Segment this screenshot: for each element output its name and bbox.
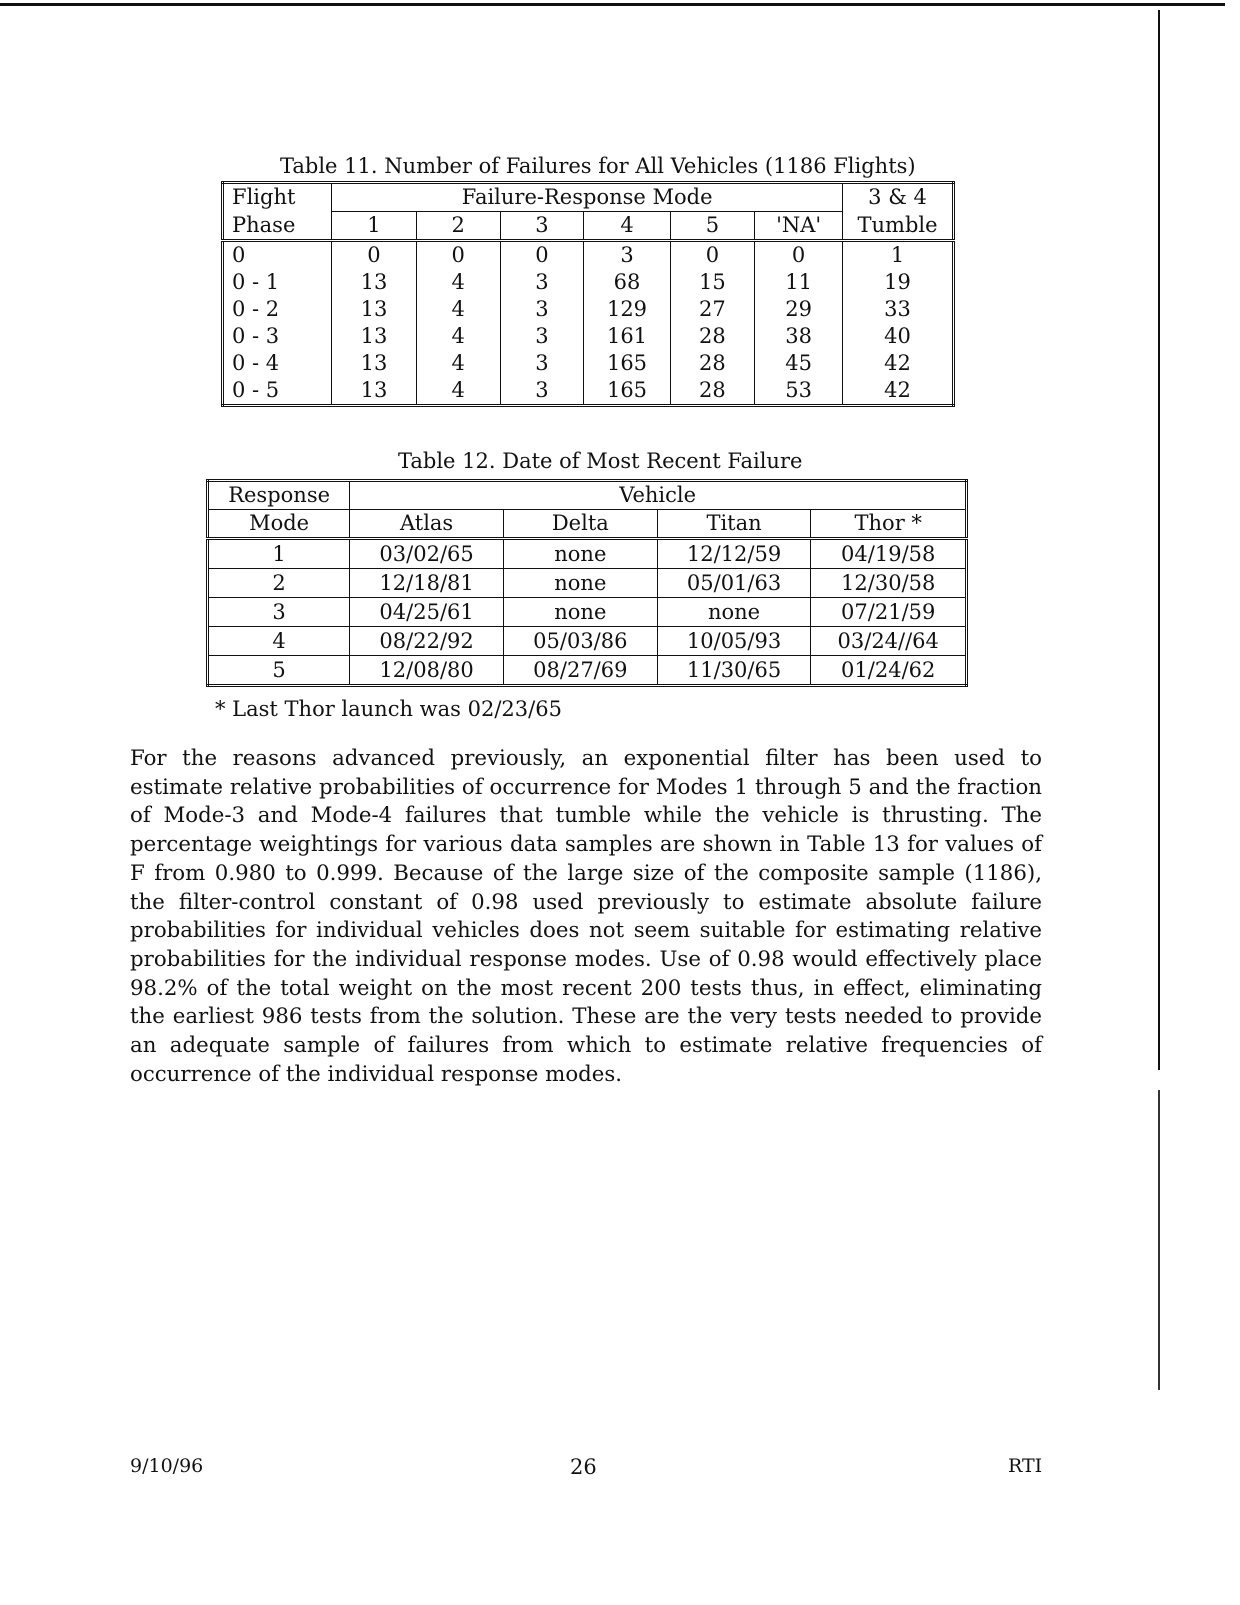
flight-phase-cell: 0 - 2 bbox=[223, 296, 332, 323]
failure-date-cell: 12/18/81 bbox=[350, 569, 504, 598]
failure-date-cell: none bbox=[503, 539, 657, 569]
failure-date-cell: 10/05/93 bbox=[657, 627, 811, 656]
flight-phase-header-top: Flight bbox=[223, 183, 332, 212]
table-row bbox=[223, 241, 954, 270]
failure-count-cell: 3 bbox=[500, 269, 584, 296]
failure-date-cell: 03/02/65 bbox=[350, 539, 504, 569]
right-margin-rule bbox=[1158, 10, 1160, 1070]
vehicle-header: Vehicle bbox=[350, 481, 967, 510]
right-margin-rule-lower bbox=[1158, 1090, 1160, 1390]
failure-count-cell: 0 bbox=[416, 241, 500, 270]
table-row bbox=[208, 656, 967, 686]
table-11 bbox=[221, 181, 955, 407]
tumble-cell: 1 bbox=[843, 241, 954, 270]
failure-count-cell: 0 bbox=[332, 241, 417, 270]
failure-count-cell: 3 bbox=[500, 350, 584, 377]
failure-count-cell: 4 bbox=[416, 377, 500, 406]
response-mode-header-top: Response bbox=[208, 481, 350, 510]
tumble-header-top: 3 & 4 bbox=[843, 183, 954, 212]
table-12 bbox=[206, 479, 968, 687]
failure-count-cell: 0 bbox=[755, 241, 843, 270]
flight-phase-cell: 0 - 1 bbox=[223, 269, 332, 296]
table-row bbox=[223, 296, 954, 323]
table-row bbox=[208, 569, 967, 598]
footer-date: 9/10/96 bbox=[130, 1455, 204, 1477]
failure-count-cell: 13 bbox=[332, 323, 417, 350]
response-mode-cell: 3 bbox=[208, 598, 350, 627]
failure-count-cell: 3 bbox=[500, 377, 584, 406]
failure-count-cell: 4 bbox=[416, 323, 500, 350]
body-paragraph: For the reasons advanced previously, an exponential filter has been used to estimate relative probabilities of occurrence for Modes 1 through 5 and the fraction of Mode-3 and Mode-4 failures that tumble while the vehicle is thrusting. The percentage weightings for various data samples are shown in Table 13 for values of F from 0.980 to 0.999. Because of the large size of the composite sample (1186), the filter-control constant of 0.98 used previously to estimate absolute failure probabilities for individual vehicles does not seem suitable for estimating relative probabilities for the individual response modes. Use of 0.98 would effectively place 98.2% of the total weight on the most recent 200 tests thus, in effect, eliminating the earliest 986 tests from the solution. These are the very tests needed to provide an adequate sample of failures from which to estimate relative frequencies of occurrence of the individual response modes. bbox=[130, 746, 1042, 1087]
table-row bbox=[223, 269, 954, 296]
tumble-header-bottom: Tumble bbox=[843, 212, 954, 241]
failure-date-cell: 01/24/62 bbox=[811, 656, 967, 686]
failure-date-cell: 04/19/58 bbox=[811, 539, 967, 569]
failure-count-cell: 38 bbox=[755, 323, 843, 350]
failure-date-cell: 08/22/92 bbox=[350, 627, 504, 656]
failure-count-cell: 13 bbox=[332, 377, 417, 406]
page-number: 26 bbox=[570, 1455, 597, 1479]
failure-count-cell: 53 bbox=[755, 377, 843, 406]
failure-count-cell: 27 bbox=[670, 296, 755, 323]
failure-count-cell: 13 bbox=[332, 296, 417, 323]
table-row bbox=[208, 539, 967, 569]
failure-count-cell: 3 bbox=[584, 241, 670, 270]
flight-phase-cell: 0 - 4 bbox=[223, 350, 332, 377]
failure-count-cell: 4 bbox=[416, 296, 500, 323]
vehicle-column-header: Thor * bbox=[811, 510, 967, 539]
failure-count-cell: 15 bbox=[670, 269, 755, 296]
failure-date-cell: 03/24//64 bbox=[811, 627, 967, 656]
flight-phase-cell: 0 - 5 bbox=[223, 377, 332, 406]
failure-date-cell: 05/03/86 bbox=[503, 627, 657, 656]
failure-count-cell: 161 bbox=[584, 323, 670, 350]
table-12-footnote: * Last Thor launch was 02/23/65 bbox=[215, 697, 562, 721]
failure-count-cell: 13 bbox=[332, 269, 417, 296]
flight-phase-cell: 0 - 3 bbox=[223, 323, 332, 350]
flight-phase-cell: 0 bbox=[223, 241, 332, 270]
failure-date-cell: 12/08/80 bbox=[350, 656, 504, 686]
vehicle-column-header: Atlas bbox=[350, 510, 504, 539]
failure-count-cell: 29 bbox=[755, 296, 843, 323]
response-mode-cell: 4 bbox=[208, 627, 350, 656]
mode-header: 2 bbox=[416, 212, 500, 241]
failure-date-cell: none bbox=[503, 569, 657, 598]
tumble-cell: 33 bbox=[843, 296, 954, 323]
failure-count-cell: 11 bbox=[755, 269, 843, 296]
tumble-cell: 42 bbox=[843, 377, 954, 406]
table-row bbox=[208, 598, 967, 627]
response-mode-header-bottom: Mode bbox=[208, 510, 350, 539]
flight-phase-header-bottom: Phase bbox=[223, 212, 332, 241]
failure-count-cell: 28 bbox=[670, 377, 755, 406]
failure-count-cell: 3 bbox=[500, 296, 584, 323]
failure-date-cell: 07/21/59 bbox=[811, 598, 967, 627]
mode-header: 'NA' bbox=[755, 212, 843, 241]
table-row bbox=[208, 627, 967, 656]
failure-count-cell: 0 bbox=[670, 241, 755, 270]
table-row bbox=[223, 377, 954, 406]
failure-date-cell: 12/12/59 bbox=[657, 539, 811, 569]
failure-count-cell: 28 bbox=[670, 350, 755, 377]
response-mode-cell: 2 bbox=[208, 569, 350, 598]
failure-date-cell: 11/30/65 bbox=[657, 656, 811, 686]
table-row bbox=[223, 350, 954, 377]
failure-date-cell: 04/25/61 bbox=[350, 598, 504, 627]
failure-count-cell: 129 bbox=[584, 296, 670, 323]
mode-header: 4 bbox=[584, 212, 670, 241]
footer-organization: RTI bbox=[1008, 1455, 1043, 1477]
table-row bbox=[223, 323, 954, 350]
failure-count-cell: 45 bbox=[755, 350, 843, 377]
failure-response-mode-header: Failure-Response Mode bbox=[332, 183, 843, 212]
table-12-caption: Table 12. Date of Most Recent Failure bbox=[398, 449, 803, 473]
top-rule bbox=[0, 3, 1225, 6]
failure-count-cell: 4 bbox=[416, 350, 500, 377]
vehicle-column-header: Titan bbox=[657, 510, 811, 539]
response-mode-cell: 1 bbox=[208, 539, 350, 569]
failure-count-cell: 4 bbox=[416, 269, 500, 296]
failure-count-cell: 165 bbox=[584, 350, 670, 377]
tumble-cell: 19 bbox=[843, 269, 954, 296]
failure-count-cell: 165 bbox=[584, 377, 670, 406]
failure-date-cell: 05/01/63 bbox=[657, 569, 811, 598]
tumble-cell: 42 bbox=[843, 350, 954, 377]
failure-count-cell: 0 bbox=[500, 241, 584, 270]
failure-count-cell: 3 bbox=[500, 323, 584, 350]
failure-date-cell: 08/27/69 bbox=[503, 656, 657, 686]
mode-header: 3 bbox=[500, 212, 584, 241]
tumble-cell: 40 bbox=[843, 323, 954, 350]
failure-date-cell: none bbox=[657, 598, 811, 627]
failure-date-cell: 12/30/58 bbox=[811, 569, 967, 598]
failure-date-cell: none bbox=[503, 598, 657, 627]
mode-header: 1 bbox=[332, 212, 417, 241]
table-11-caption: Table 11. Number of Failures for All Vehicles (1186 Flights) bbox=[280, 154, 916, 178]
failure-count-cell: 68 bbox=[584, 269, 670, 296]
failure-count-cell: 13 bbox=[332, 350, 417, 377]
mode-header: 5 bbox=[670, 212, 755, 241]
failure-count-cell: 28 bbox=[670, 323, 755, 350]
response-mode-cell: 5 bbox=[208, 656, 350, 686]
vehicle-column-header: Delta bbox=[503, 510, 657, 539]
